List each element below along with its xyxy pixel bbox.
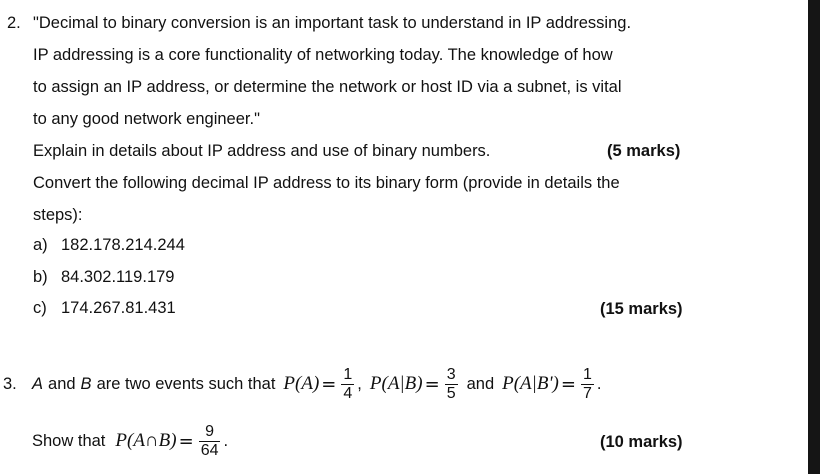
- q3-prob-a-intersect-b-fraction: [199, 423, 221, 460]
- q2-quote-line-1: "Decimal to binary conversion is an important task to understand in IP addressing.: [33, 14, 632, 32]
- q3-prob-a-intersect-b-numerator: 9: [205, 422, 215, 440]
- q3-prob-a-numerator: 1: [343, 365, 353, 383]
- q2-item-c-label: c): [33, 299, 47, 317]
- q2-item-a-label: a): [33, 236, 48, 254]
- q3-prob-a-given-not-b: P(A|B'): [502, 373, 559, 394]
- q2-convert-line-1: Convert the following decimal IP address to its binary form (provide in details the: [33, 174, 620, 192]
- q3-prob-a-intersect-b: P(A∩B): [115, 430, 177, 451]
- q3-events-text: are two events such that: [96, 374, 276, 393]
- q3-prob-a-denominator: 4: [343, 384, 353, 402]
- q2-explain-marks: (5 marks): [607, 142, 681, 160]
- q2-quote-line-4: to any good network engineer.": [33, 110, 260, 128]
- q2-quote-line-2: IP addressing is a core functionality of networking today. The knowledge of how: [33, 46, 613, 64]
- q2-explain-text: Explain in details about IP address and use of binary numbers.: [33, 142, 491, 160]
- q2-item-b-value: 84.302.119.179: [61, 268, 175, 286]
- q3-prob-a-given-not-b-numerator: 1: [582, 365, 592, 383]
- question-2-number: 2.: [7, 14, 21, 32]
- q3-event-a: A: [32, 374, 44, 393]
- q3-marks: (10 marks): [600, 433, 683, 451]
- q3-and-word: and: [48, 374, 76, 393]
- q3-prob-a-given-not-b-fraction: [581, 366, 594, 403]
- question-3-number: 3.: [3, 375, 17, 393]
- q2-item-b-label: b): [33, 268, 48, 286]
- q2-convert-marks: (15 marks): [600, 300, 683, 318]
- q3-event-b: B: [80, 374, 92, 393]
- q3-show-that-line: Show that P(A∩B) = $\frac{9}{64}$ .: [32, 422, 229, 459]
- q3-prob-a: P(A): [283, 373, 320, 394]
- q3-prob-a-fraction: [341, 366, 354, 403]
- q3-prob-a-given-b-fraction: [445, 366, 458, 403]
- q3-prob-a-given-b: P(A|B): [369, 373, 423, 394]
- q3-prob-a-given-b-numerator: 3: [446, 365, 456, 383]
- q3-and-word-2: and: [466, 374, 495, 393]
- q3-show-that-text: Show that: [32, 431, 106, 450]
- q3-prob-a-intersect-b-denominator: 64: [200, 441, 219, 459]
- right-edge-bar: [808, 0, 820, 474]
- q3-statement-line: A and B are two events such that P(A) = $\frac{1}{4}$ , P(A|B) = $\frac{3}{5}$ and P(A|B') = $\frac{1}{7}$ .: [32, 365, 602, 402]
- q3-prob-a-given-not-b-denominator: 7: [582, 384, 592, 402]
- q2-quote-line-3: to assign an IP address, or determine the network or host ID via a subnet, is vital: [33, 78, 622, 96]
- q2-convert-line-2: steps):: [33, 206, 83, 224]
- q3-prob-a-given-b-denominator: 5: [446, 384, 456, 402]
- q2-item-a-value: 182.178.214.244: [61, 236, 185, 254]
- q2-item-c-value: 174.267.81.431: [61, 299, 176, 317]
